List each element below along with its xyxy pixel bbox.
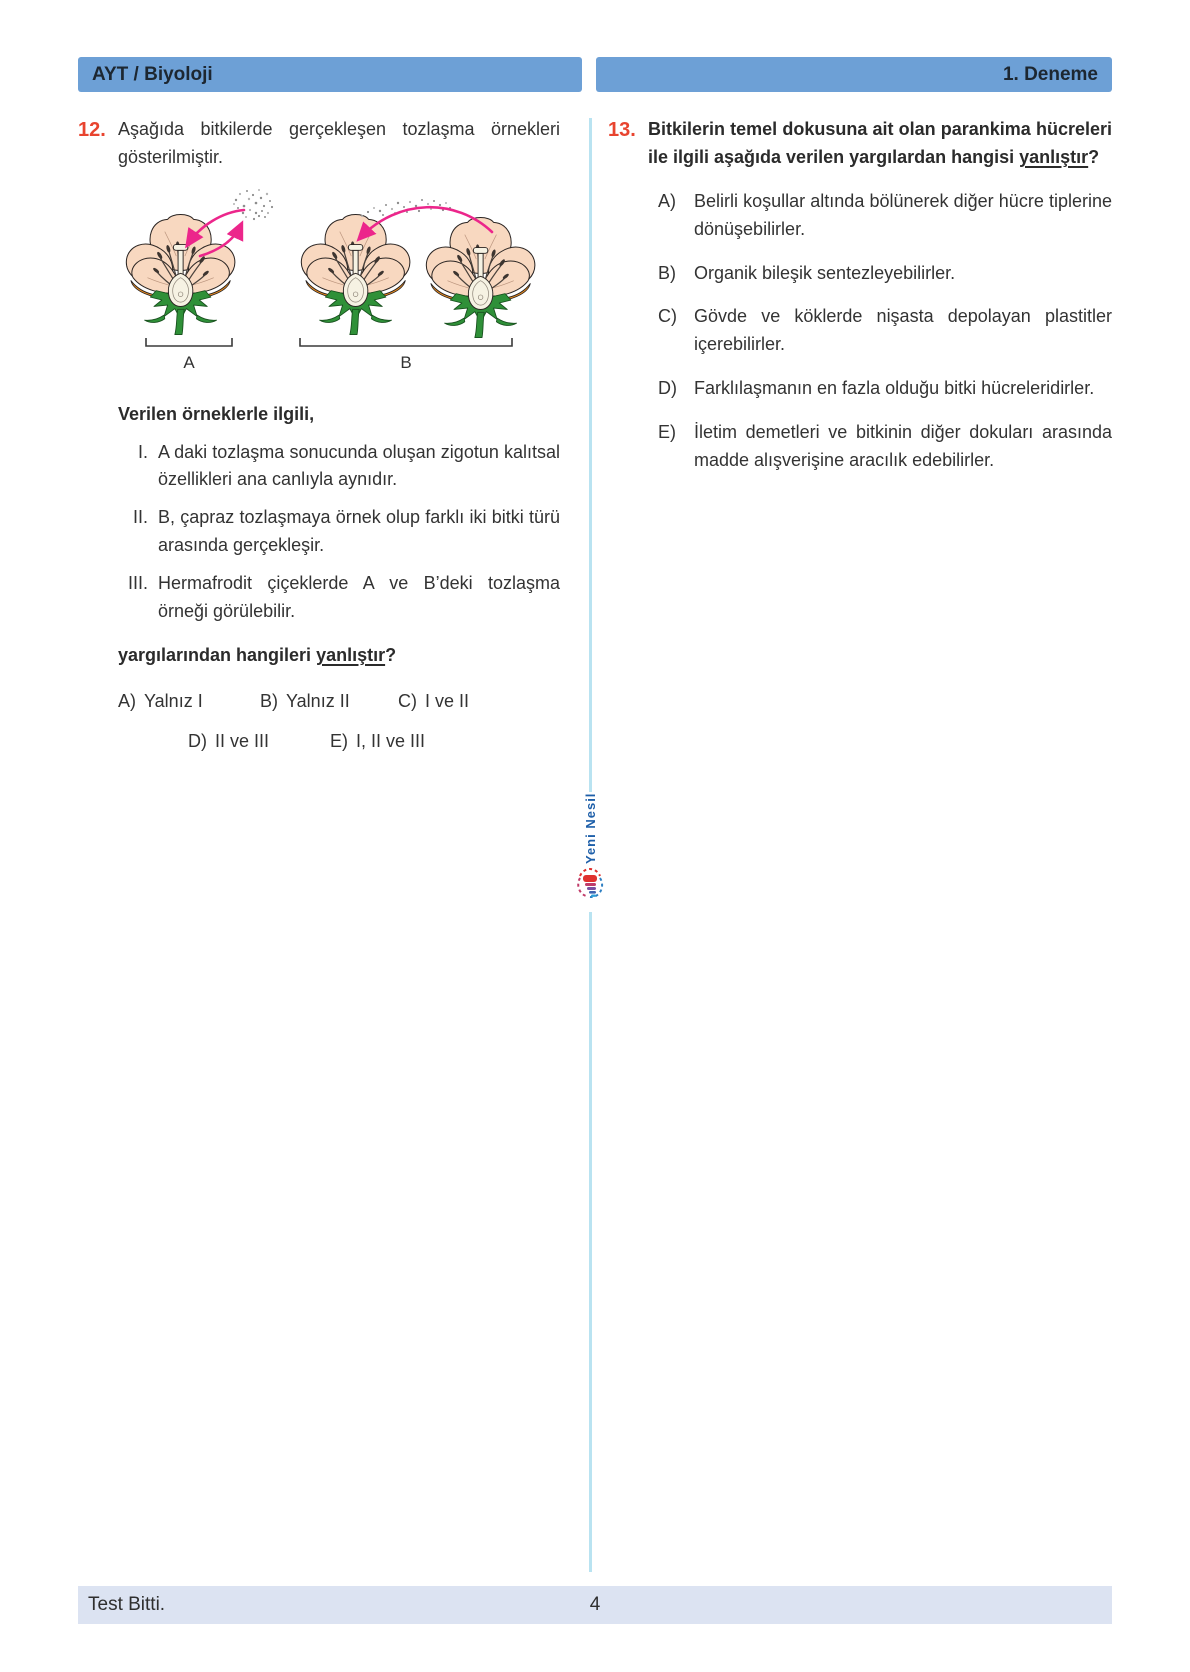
header-subject-label: AYT / Biyoloji — [92, 63, 213, 85]
q12-options-row2 — [78, 728, 560, 756]
brand-logo-icon — [576, 868, 604, 900]
question-12 — [78, 116, 560, 172]
option-a: A) Belirli koşullar altında bölünerek diğer hücre tiplerine dönüşebilirler. — [658, 190, 1112, 239]
roman-item-text: A daki tozlaşma sonucunda oluşan zigotun kalıtsal özellikleri ana canlıyla aynıdır. — [158, 441, 560, 490]
brand-name: Yeni Nesil — [582, 792, 598, 864]
bracket-a — [146, 338, 232, 346]
roman-item-1 — [114, 439, 560, 495]
option-e: E) İletim demetleri ve bitkinin diğer dokuları arasında madde alışverişine aracılık edebilirler. — [658, 422, 1112, 471]
roman-item-text: B, çapraz tozlaşmaya örnek olup farklı iki bitki türü arasında gerçekleşir. — [158, 507, 560, 556]
roman-item-3 — [114, 570, 560, 626]
underlined-word: yanlıştır — [1019, 146, 1089, 167]
question-13 — [608, 116, 1112, 172]
pollination-figure — [98, 186, 560, 387]
underlined-word: yanlıştır — [316, 644, 386, 665]
page-header — [78, 57, 1112, 92]
header-exam-label: 1. Deneme — [1002, 63, 1098, 85]
option-b: B) Organik bileşik sentezleyebilirler. — [658, 262, 956, 283]
option-b: B) Yalnız II — [260, 690, 350, 711]
option-c: C) Gövde ve köklerde nişasta depolayan plastitler içerebilirler. — [658, 306, 1112, 355]
question-13-number: 13. — [608, 119, 636, 141]
option-d: D) Farklılaşmanın en fazla olduğu bitki hücreleridirler. — [658, 378, 1095, 399]
right-column — [608, 116, 1112, 491]
roman-numeral: III. — [127, 573, 148, 594]
roman-numeral: II. — [132, 507, 148, 528]
column-divider-bottom — [589, 912, 592, 1572]
question-12-query: yargılarından hangileri yanlıştır? — [118, 644, 397, 665]
option-c: C) I ve II — [398, 690, 470, 711]
figure-label-b: B — [400, 352, 412, 372]
q12-options-row1 — [78, 688, 560, 716]
question-12-intro: Aşağıda bitkilerde gerçekleşen tozlaşma örnekleri gösterilmiştir. — [118, 119, 560, 167]
flower-a — [126, 214, 235, 334]
roman-item-text: Hermafrodit çiçeklerde A ve B’deki tozlaşma örneği görülebilir. — [158, 573, 560, 622]
footer-bar — [78, 1586, 1112, 1624]
roman-numeral: I. — [137, 441, 148, 462]
flower-b-right — [426, 217, 535, 337]
roman-item-2 — [114, 504, 560, 560]
flower-b-left — [301, 214, 410, 334]
option-d: D) II ve III — [188, 730, 270, 751]
pollen-cloud-a — [233, 189, 273, 220]
test-end-label: Test Bitti. — [88, 1594, 166, 1615]
publisher-brand — [573, 792, 607, 900]
option-e: E) I, II ve III — [330, 730, 426, 751]
column-divider-top — [589, 118, 592, 792]
question-13-stem: Bitkilerin temel dokusuna ait olan parankima hücreleri ile ilgili aşağıda verilen yargılardan hangisi yanlıştır? — [648, 119, 1112, 167]
option-a: A) Yalnız I — [118, 690, 203, 711]
header-subject-bar — [78, 57, 582, 92]
page-number: 4 — [589, 1594, 601, 1615]
question-12-lead: Verilen örneklerle ilgili, — [118, 403, 315, 424]
question-12-number: 12. — [78, 119, 106, 141]
header-exam-bar — [596, 57, 1112, 92]
pollination-figure-svg — [98, 186, 558, 378]
left-column — [78, 116, 560, 756]
bracket-b — [300, 338, 512, 346]
figure-label-a: A — [183, 352, 195, 372]
